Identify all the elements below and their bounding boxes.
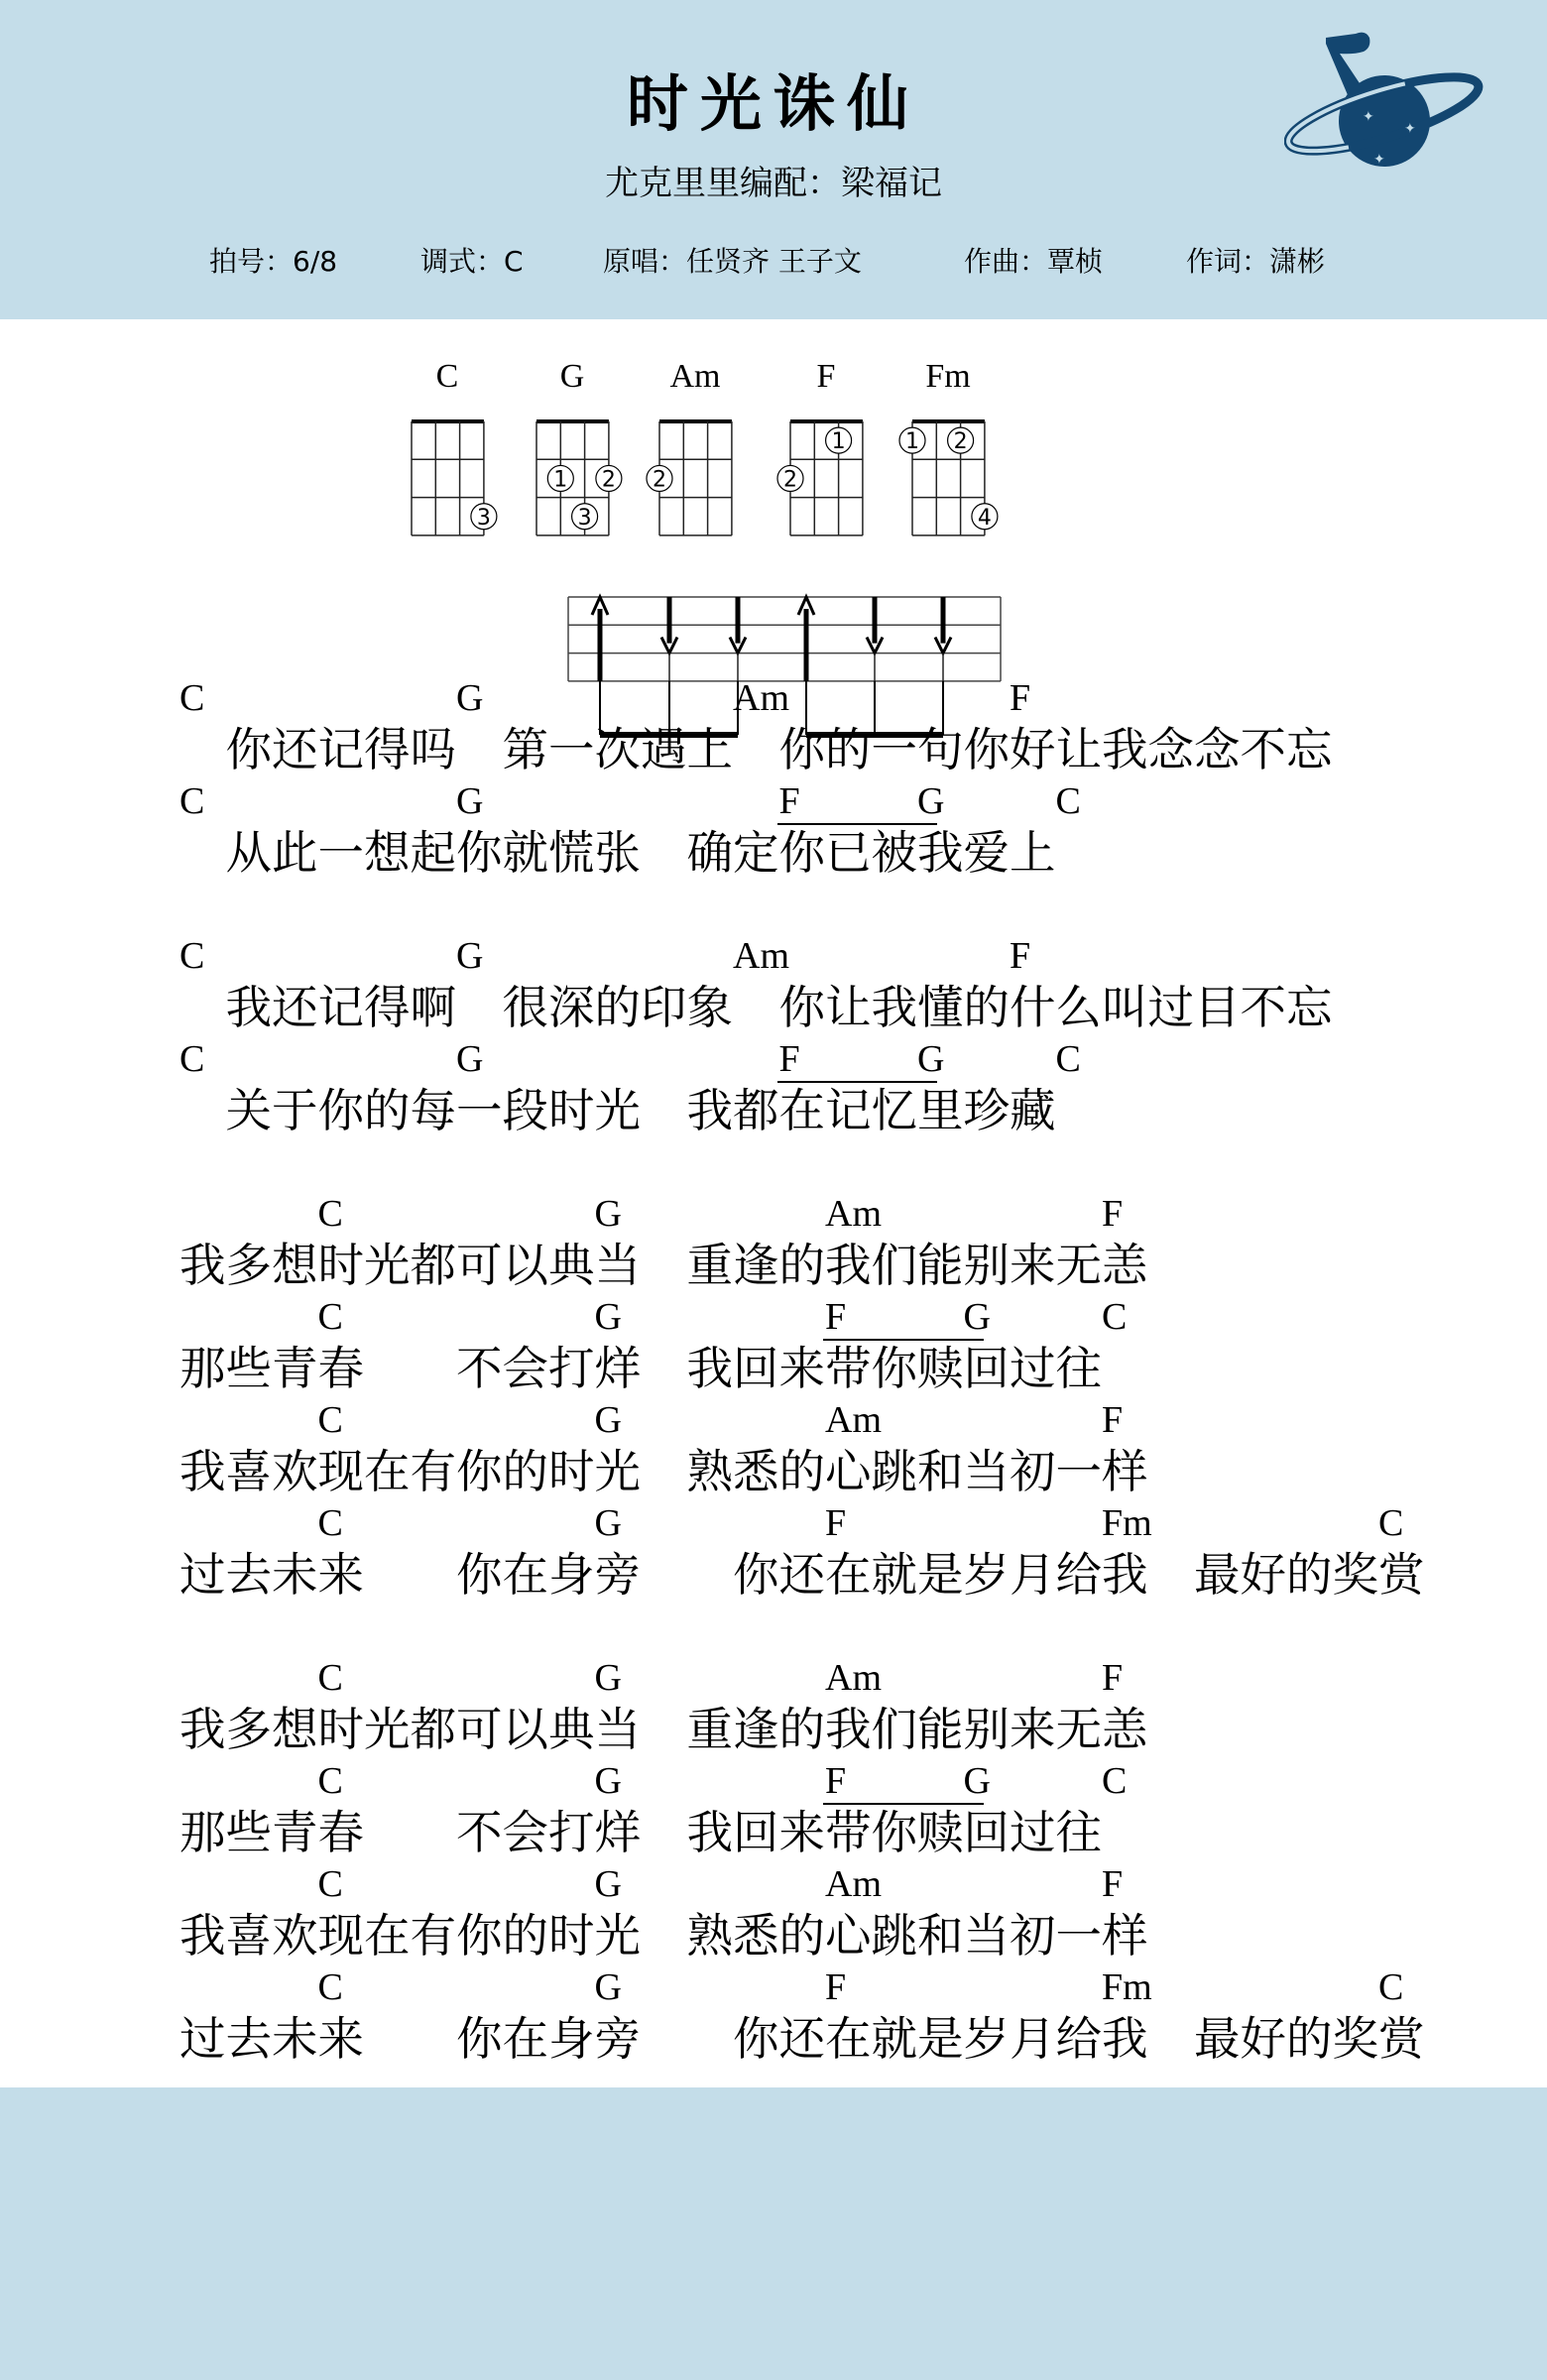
finger-number: 3 — [476, 505, 491, 531]
lyric-text: 我多想时光都可以典当 重逢的我们能别来无恙 — [179, 1703, 1148, 1756]
chord-name: F — [816, 358, 836, 395]
svg-text:✦: ✦ — [1373, 152, 1385, 168]
chord-label: F — [778, 780, 800, 822]
chord-label: G — [917, 1038, 945, 1080]
chord-label: Am — [825, 1657, 882, 1699]
verse — [0, 1188, 1547, 1601]
chord-label: G — [594, 1399, 622, 1441]
verse — [0, 930, 1547, 1136]
lyric-text: 你还记得吗 第一次遇上 你的一句你好让我念念不忘 — [179, 723, 1333, 776]
chord-label: C — [179, 935, 205, 977]
chord-label: G — [594, 1296, 622, 1338]
chord-label: G — [594, 1502, 622, 1544]
chord-label: G — [963, 1760, 991, 1802]
chord-name: G — [559, 358, 585, 395]
chord-diagram-c — [412, 358, 497, 536]
lyric-line — [0, 1497, 1547, 1601]
lyric-text: 过去未来 你在身旁 你还在就是岁月给我 最好的奖赏 — [179, 1548, 1425, 1602]
finger-number: 1 — [831, 429, 846, 455]
chord-label: C — [179, 780, 205, 822]
chord-label: F — [1010, 677, 1031, 719]
chord-label: F — [778, 1038, 800, 1080]
chord-diagrams — [0, 0, 1547, 754]
chord-label: F — [825, 1760, 847, 1802]
time-signature: 拍号：6/8 — [209, 245, 338, 278]
chord-label: G — [594, 1657, 622, 1699]
footer-band — [0, 2087, 1547, 2380]
lyric-line — [0, 672, 1547, 775]
chord-label: G — [594, 1193, 622, 1235]
lyric-line — [0, 1652, 1547, 1755]
chord-label: C — [1055, 1038, 1081, 1080]
chord-diagram-g — [536, 358, 622, 536]
chord-label: C — [317, 1193, 343, 1235]
chord-label: C — [317, 1657, 343, 1699]
key: 调式：C — [420, 245, 524, 278]
lyric-text: 那些青春 不会打烊 我回来带你赎回过往 — [179, 1806, 1102, 1859]
chord-tie-line — [777, 823, 938, 825]
chord-label: C — [317, 1966, 343, 2008]
finger-number: 2 — [953, 429, 968, 455]
original-singer: 原唱：任贤齐 王子文 — [603, 245, 862, 278]
svg-text:✦: ✦ — [1404, 121, 1416, 137]
chord-label: C — [317, 1296, 343, 1338]
lyric-line — [0, 930, 1547, 1033]
chord-tie-line — [823, 1803, 984, 1805]
chord-label: F — [1102, 1399, 1124, 1441]
chord-label: C — [179, 1038, 205, 1080]
chord-label: F — [825, 1966, 847, 2008]
chord-diagram-f — [777, 358, 863, 536]
chord-label: C — [317, 1502, 343, 1544]
lyric-text: 从此一想起你就慌张 确定你已被我爱上 — [179, 826, 1056, 880]
chord-label: F — [825, 1296, 847, 1338]
chord-name: Fm — [925, 358, 971, 395]
chord-label: G — [594, 1966, 622, 2008]
lyric-line — [0, 1188, 1547, 1291]
chord-label: F — [825, 1502, 847, 1544]
chord-label: F — [1102, 1657, 1124, 1699]
svg-text:✦: ✦ — [1363, 109, 1374, 125]
lyric-line — [0, 1962, 1547, 2065]
lyric-text: 过去未来 你在身旁 你还在就是岁月给我 最好的奖赏 — [179, 2012, 1425, 2066]
lyric-text: 关于你的每一段时光 我都在记忆里珍藏 — [179, 1084, 1056, 1137]
lyric-line — [0, 1033, 1547, 1136]
finger-number: 4 — [977, 505, 992, 531]
chord-label: C — [317, 1760, 343, 1802]
chord-label: Fm — [1102, 1502, 1152, 1544]
chord-label: G — [456, 1038, 484, 1080]
finger-number: 2 — [601, 467, 616, 493]
chord-label: C — [179, 677, 205, 719]
chord-label: C — [1102, 1760, 1128, 1802]
lyric-text: 我喜欢现在有你的时光 熟悉的心跳和当初一样 — [179, 1445, 1148, 1498]
finger-number: 1 — [553, 467, 568, 493]
lyric-text: 我多想时光都可以典当 重逢的我们能别来无恙 — [179, 1239, 1148, 1292]
lyricist: 作词：潇彬 — [1186, 245, 1326, 278]
lyrics-sheet — [0, 672, 1547, 2116]
finger-number: 2 — [783, 467, 797, 493]
chord-label: Am — [825, 1863, 882, 1905]
lyric-text: 我还记得啊 很深的印象 你让我懂的什么叫过目不忘 — [179, 981, 1333, 1034]
verse — [0, 672, 1547, 879]
chord-label: F — [1102, 1193, 1124, 1235]
chord-name: C — [435, 358, 459, 395]
verse — [0, 1652, 1547, 2065]
chord-name: Am — [669, 358, 721, 395]
chord-label: C — [1378, 1502, 1404, 1544]
composer: 作曲：覃桢 — [964, 245, 1104, 278]
chord-label: C — [317, 1399, 343, 1441]
chord-label: C — [1055, 780, 1081, 822]
chord-label: Fm — [1102, 1966, 1152, 2008]
chord-label: F — [1010, 935, 1031, 977]
chord-label: C — [1102, 1296, 1128, 1338]
chord-label: G — [594, 1863, 622, 1905]
chord-label: Am — [733, 677, 789, 719]
chord-label: G — [594, 1760, 622, 1802]
lyric-text: 那些青春 不会打烊 我回来带你赎回过往 — [179, 1342, 1102, 1395]
chord-label: Am — [825, 1399, 882, 1441]
chord-diagram-am — [647, 358, 732, 536]
finger-number: 3 — [577, 505, 592, 531]
lyric-text: 我喜欢现在有你的时光 熟悉的心跳和当初一样 — [179, 1909, 1148, 1963]
lyric-line — [0, 1394, 1547, 1497]
chord-tie-line — [777, 1081, 938, 1083]
chord-tie-line — [823, 1339, 984, 1341]
lyric-line — [0, 1291, 1547, 1394]
lyric-line — [0, 1858, 1547, 1962]
finger-number: 2 — [653, 467, 666, 493]
lyric-line — [0, 1755, 1547, 1858]
chord-label: F — [1102, 1863, 1124, 1905]
chord-label: G — [917, 780, 945, 822]
arranger: 尤克里里编配：梁福记 — [605, 164, 942, 203]
chord-label: G — [456, 935, 484, 977]
chord-label: Am — [733, 935, 789, 977]
chord-label: G — [456, 677, 484, 719]
lyric-line — [0, 775, 1547, 879]
chord-label: Am — [825, 1193, 882, 1235]
chord-label: G — [963, 1296, 991, 1338]
chord-label: C — [317, 1863, 343, 1905]
song-title: 时光诛仙 — [626, 67, 920, 140]
chord-label: G — [456, 780, 484, 822]
chord-label: C — [1378, 1966, 1404, 2008]
chord-diagram-fm — [899, 358, 998, 536]
finger-number: 1 — [905, 429, 919, 455]
